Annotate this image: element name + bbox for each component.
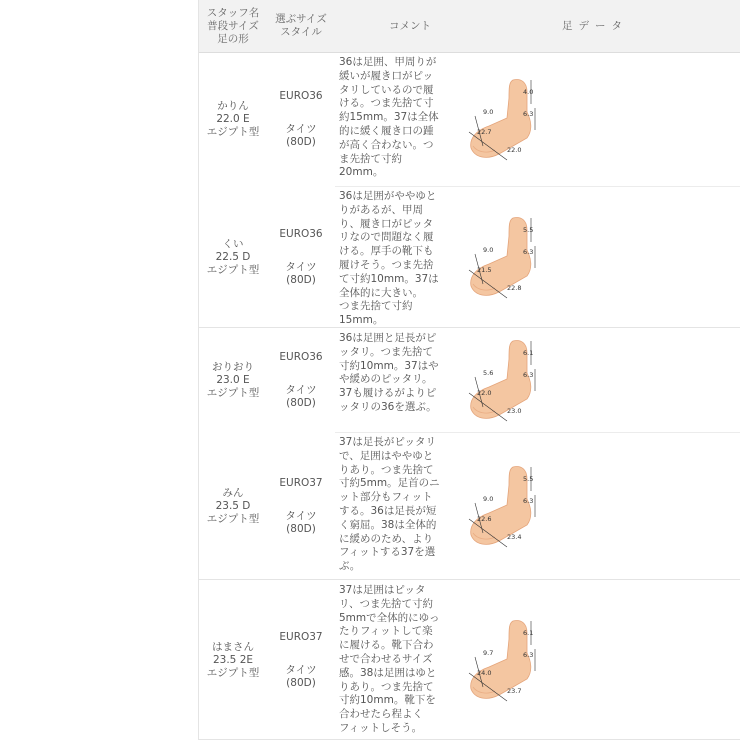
size-cell <box>267 328 335 432</box>
staff-line: 23.5 D <box>215 499 251 512</box>
foot-measure-toe_width: 6.3 <box>523 247 534 256</box>
header-size-line: 選ぶサイズ <box>275 13 327 25</box>
foot-svg <box>461 333 551 428</box>
foot-shape <box>469 620 535 701</box>
header-comment: コメント <box>389 19 431 32</box>
foot-measure-toe_len: 5.5 <box>523 225 534 234</box>
foot-measure-arch: 24.0 <box>477 668 492 677</box>
size-comparison-table <box>198 0 740 740</box>
foot-outline <box>471 217 534 295</box>
size-euro: EURO37 <box>279 476 323 489</box>
foot-measure-length: 23.0 <box>507 406 522 415</box>
comment-cell: 36は足囲がややゆと りがあるが、甲周 り、履き口がピッタ リなので問題なく履 ける。厚手の靴下も 履けそう。つま先捨 て寸約10mm。37は 全体的に大きい。 つま先捨て寸約 15mm。 <box>339 190 439 327</box>
staff-line: エジプト型 <box>206 386 260 399</box>
size-denier: (80D) <box>286 273 316 286</box>
foot-measure-width: 9.0 <box>483 107 494 116</box>
foot-outline <box>471 620 534 698</box>
foot-measure-toe_width: 6.3 <box>523 650 534 659</box>
header-staff-line: 普段サイズ <box>207 19 259 32</box>
size-cell <box>267 580 335 740</box>
foot-shape <box>469 466 535 547</box>
group-divider <box>199 327 740 328</box>
staff-line: エジプト型 <box>206 125 260 138</box>
foot-outline <box>471 340 534 418</box>
foot-measure-arch: 22.0 <box>477 388 492 397</box>
size-denier: (80D) <box>286 396 316 409</box>
foot-measure-toe_width: 6.3 <box>523 109 534 118</box>
size-style: タイツ <box>285 383 317 396</box>
staff-cell <box>199 52 267 186</box>
foot-shape <box>469 217 535 298</box>
staff-line: みん <box>222 486 244 499</box>
foot-shape <box>469 340 535 421</box>
foot-measure-toe_width: 6.3 <box>523 496 534 505</box>
foot-svg <box>461 613 551 708</box>
foot-measure-width: 5.6 <box>483 368 494 377</box>
row-divider <box>335 186 740 187</box>
staff-line: 22.5 D <box>215 250 251 263</box>
foot-measure-toe_len: 6.1 <box>523 348 534 357</box>
size-euro: EURO36 <box>279 89 323 102</box>
size-style: タイツ <box>285 122 317 135</box>
header-foot-data: 足データ <box>562 19 628 32</box>
staff-line: エジプト型 <box>206 263 260 276</box>
header-staff-line: スタッフ名 <box>206 6 260 19</box>
comment-cell: 37は足長がピッタリ で、足囲はややゆと りあり。つま先捨て 寸約5mm。足首のニ ット部分もフィット する。36は足長が短 く窮屈。38は全体的 に緩めのため、より フィットする37を選 ぶ。 <box>339 436 440 573</box>
staff-line: はまさん <box>212 640 254 653</box>
size-euro: EURO36 <box>279 227 323 240</box>
size-denier: (80D) <box>286 676 316 689</box>
size-euro: EURO36 <box>279 350 323 363</box>
foot-measure-width: 9.0 <box>483 494 494 503</box>
foot-measure-length: 22.8 <box>507 283 522 292</box>
staff-line: エジプト型 <box>206 512 260 525</box>
foot-measure-toe_len: 4.0 <box>523 87 534 96</box>
foot-diagram <box>461 333 551 428</box>
comment-cell: 36は足囲、甲周りが 緩いが履き口がピッ タリしているので履 ける。つま先捨て寸 約15mm。37は全体 的に緩く履き口の踵 が高く合わない。つ ま先捨て寸約 20mm。 <box>339 56 439 179</box>
foot-outline <box>471 79 534 157</box>
foot-diagram <box>461 72 551 167</box>
table-header <box>199 0 740 53</box>
row-divider <box>335 432 740 433</box>
foot-measure-width: 9.0 <box>483 245 494 254</box>
staff-line: エジプト型 <box>206 666 260 679</box>
size-euro: EURO37 <box>279 630 323 643</box>
foot-measure-toe_width: 6.3 <box>523 370 534 379</box>
foot-svg <box>461 459 551 554</box>
foot-measure-toe_len: 6.1 <box>523 628 534 637</box>
staff-line: 22.0 E <box>216 112 250 125</box>
foot-measure-length: 23.4 <box>507 532 522 541</box>
staff-line: かりん <box>217 99 249 112</box>
size-cell <box>267 432 335 580</box>
staff-cell <box>199 186 267 328</box>
foot-outline <box>471 466 534 544</box>
staff-line: おりおり <box>212 360 254 373</box>
staff-cell <box>199 328 267 432</box>
foot-measure-arch: 21.5 <box>477 265 492 274</box>
foot-measure-arch: 22.7 <box>477 127 492 136</box>
size-denier: (80D) <box>286 135 316 148</box>
staff-line: 23.5 2E <box>212 653 254 666</box>
foot-shape <box>469 79 535 160</box>
size-style: タイツ <box>285 663 317 676</box>
foot-svg <box>461 210 551 305</box>
header-staff-line: 足の形 <box>217 32 249 45</box>
foot-measure-arch: 22.6 <box>477 514 492 523</box>
size-cell <box>267 52 335 186</box>
header-size-line: スタイル <box>280 26 322 38</box>
group-divider <box>199 579 740 580</box>
foot-diagram <box>461 459 551 554</box>
staff-line: 23.0 E <box>216 373 250 386</box>
foot-measure-length: 22.0 <box>507 145 522 154</box>
foot-diagram <box>461 210 551 305</box>
header-size <box>267 0 335 52</box>
comment-cell: 37は足囲はピッタ リ、つま先捨て寸約 5mmで全体的にゆっ たりフィットして楽 に履ける。靴下合わ せで合わせるサイズ 感。38は足囲はゆと りあり。つま先捨て 寸約10mm。靴下を 合わせたら程よく フィットしそう。 <box>339 584 440 734</box>
size-style: タイツ <box>285 509 317 522</box>
foot-diagram <box>461 613 551 708</box>
size-denier: (80D) <box>286 522 316 535</box>
size-cell <box>267 186 335 328</box>
staff-cell <box>199 432 267 580</box>
comment-cell: 36は足囲と足長がピ ッタリ。つま先捨て 寸約10mm。37はや や緩めのピッタリ。 37も履けるがよりピ ッタリの36を選ぶ。 <box>339 332 439 413</box>
foot-svg <box>461 72 551 167</box>
staff-line: くい <box>222 237 244 250</box>
foot-measure-width: 9.7 <box>483 648 494 657</box>
staff-cell <box>199 580 267 740</box>
foot-measure-length: 23.7 <box>507 686 522 695</box>
foot-measure-toe_len: 5.5 <box>523 474 534 483</box>
header-staff <box>199 0 267 52</box>
size-style: タイツ <box>285 260 317 273</box>
